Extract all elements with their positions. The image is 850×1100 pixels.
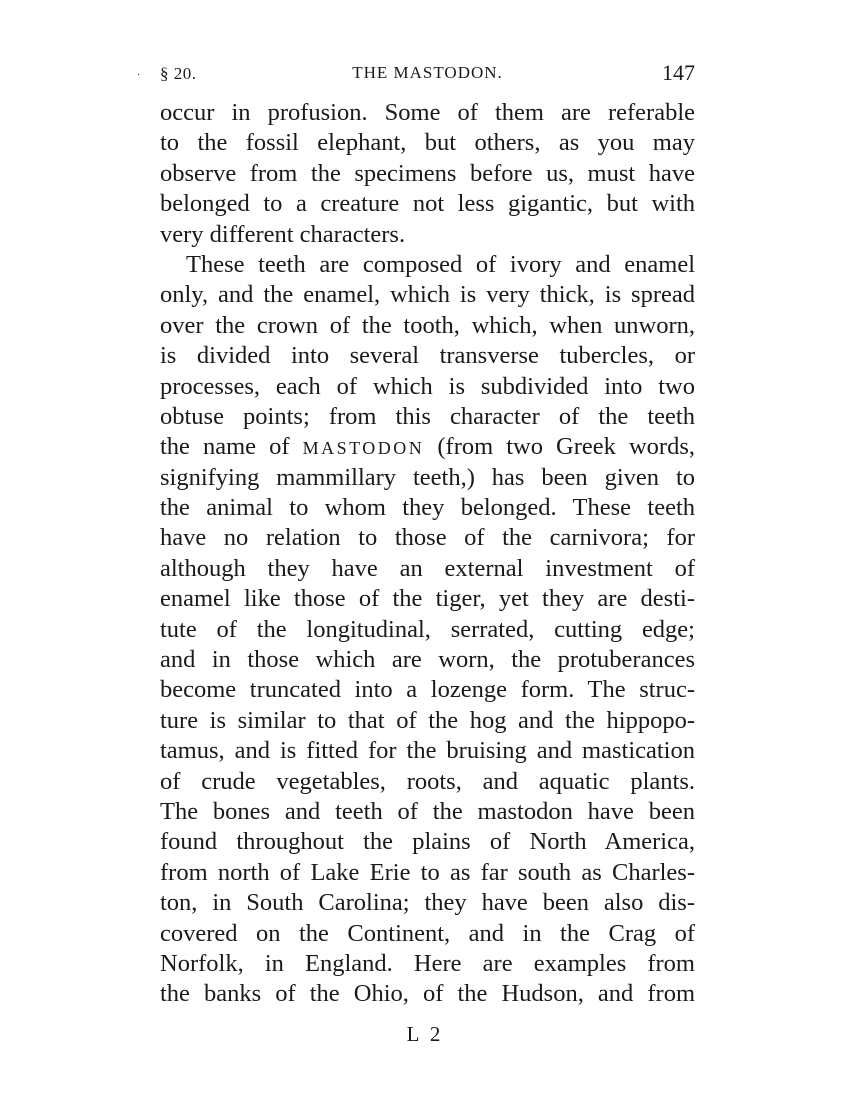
paragraph-first-line: These teeth are composed of ivory and enamel: [186, 250, 695, 278]
text-line: although they have an external investment of: [160, 554, 695, 582]
text-line: to the fossil elephant, but others, as you may: [160, 129, 695, 157]
text-line: tute of the longitudinal, serrated, cutting edge;: [160, 615, 695, 643]
signature-mark: L 2: [406, 1022, 444, 1046]
page-number: 147: [662, 60, 695, 85]
text-line: ture is similar to that of the hog and the hippopo-: [160, 706, 695, 734]
text-line: processes, each of which is subdivided into two: [160, 372, 695, 400]
text-line: The bones and teeth of the mastodon have been: [160, 797, 695, 825]
text-line: enamel like those of the tiger, yet they are desti-: [160, 585, 695, 613]
text-line: occur in profusion. Some of them are referable: [160, 99, 695, 126]
text-line: is divided into several transverse tubercles, or: [160, 342, 695, 370]
text-line: from north of Lake Erie to as far south as Charles-: [160, 858, 695, 886]
text-line: obtuse points; from this character of the teeth: [160, 402, 695, 430]
text-line: ton, in South Carolina; they have been also dis-: [160, 889, 695, 917]
text-fragment: (from two Greek words,: [424, 433, 695, 461]
running-head: [160, 60, 695, 90]
small-caps-term: MASTODON: [302, 438, 425, 459]
text-line: observe from the specimens before us, must have: [160, 159, 695, 187]
text-line: over the crown of the tooth, which, when unworn,: [160, 311, 695, 339]
body-text: [160, 98, 695, 1010]
text-line: belonged to a creature not less gigantic, but with: [160, 190, 695, 218]
text-line: have no relation to those of the carnivora; for: [160, 524, 695, 552]
text-line: only, and the enamel, which is very thick, is spread: [160, 281, 695, 309]
text-line: tamus, and is fitted for the bruising and mastication: [160, 737, 695, 765]
text-line: and in those which are worn, the protuberances: [160, 646, 695, 674]
section-number: § 20.: [160, 64, 197, 83]
text-line: Norfolk, in England. Here are examples from: [160, 949, 695, 977]
text-line: the banks of the Ohio, of the Hudson, and from: [160, 980, 695, 1008]
text-line: become truncated into a lozenge form. The struc-: [160, 676, 695, 704]
text-fragment: the name of: [160, 433, 303, 461]
text-line: the animal to whom they belonged. These teeth: [160, 494, 695, 522]
text-line: covered on the Continent, and in the Crag of: [160, 919, 695, 947]
running-title: THE MASTODON.: [352, 63, 503, 82]
stray-ink-mark: ·: [137, 70, 141, 81]
text-line: very different characters.: [160, 220, 406, 248]
text-line: of crude vegetables, roots, and aquatic plants.: [160, 767, 695, 795]
text-line-with-small-caps: [160, 432, 695, 462]
text-line: signifying mammillary teeth,) has been given to: [160, 463, 695, 491]
text-line: found throughout the plains of North America,: [160, 828, 695, 856]
